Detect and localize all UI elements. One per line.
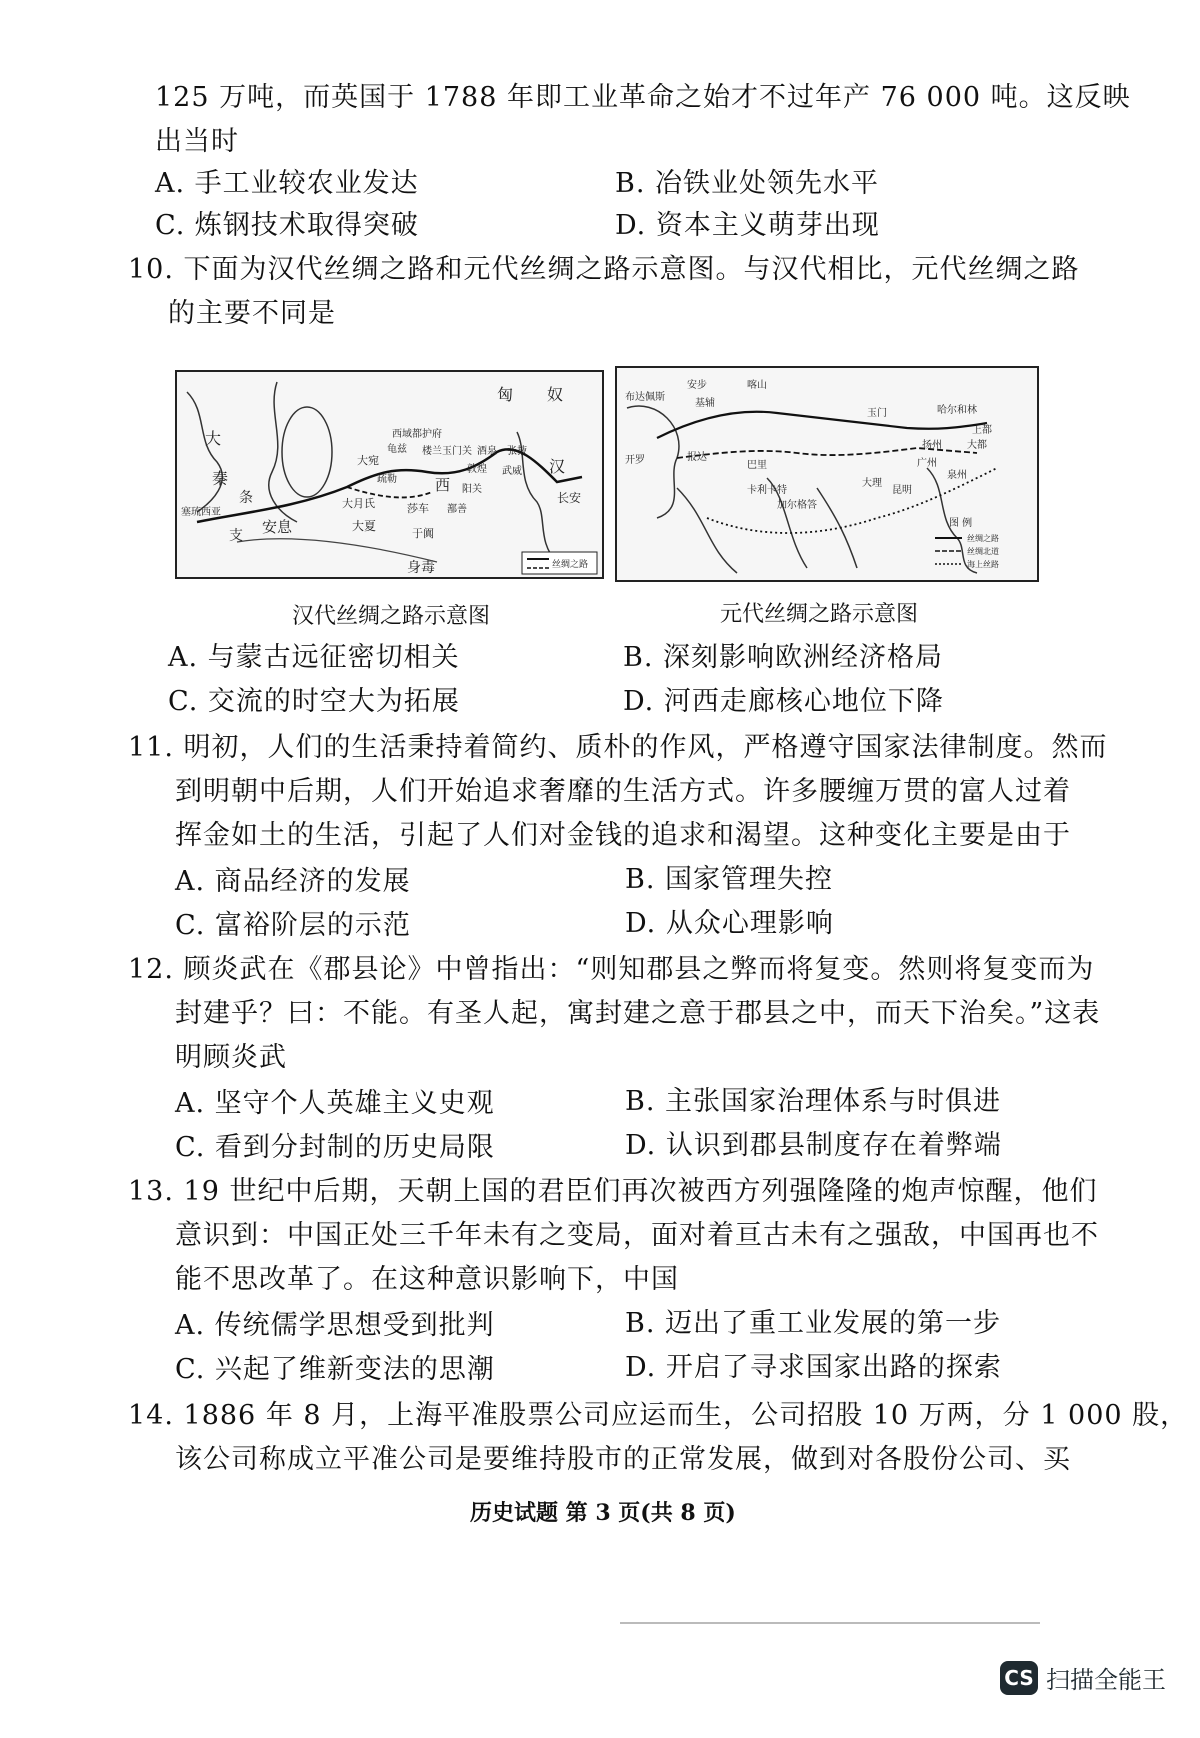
q10-line2: 的主要不同是 (168, 298, 336, 329)
han-label-dunhuang: 敦煌 (467, 464, 487, 475)
han-label-sai: 塞琉西亚 (181, 507, 221, 518)
q14-line2: 该公司称成立平准公司是要维持股市的正常发展，做到对各股份公司、买 (175, 1444, 1071, 1475)
han-label-loulan: 楼兰 (422, 446, 442, 457)
han-label-jiuquan: 酒泉 (477, 446, 497, 457)
yuan-label-shangdu: 上都 (972, 425, 992, 436)
q9-option-c[interactable]: C. 炼钢技术取得突破 (155, 210, 419, 241)
yuan-map-caption: 元代丝绸之路示意图 (720, 602, 919, 627)
han-label-yuezhi: 大月氏 (342, 497, 375, 510)
han-label-xiongnu1: 匈 (497, 385, 514, 404)
q10-option-a[interactable]: A. 与蒙古远征密切相关 (168, 642, 460, 673)
q11-option-b[interactable]: B. 国家管理失控 (625, 864, 834, 895)
q11-line1: 11. 明初，人们的生活秉持着简约、质朴的作风，严格遵守国家法律制度。然而 (128, 732, 1108, 763)
yuan-label-guangzhou: 广州 (917, 458, 937, 469)
han-label-qiuci: 龟兹 (387, 444, 407, 455)
yuan-label-kashan: 喀山 (747, 380, 767, 391)
yuan-label-kailuo: 开罗 (625, 455, 645, 466)
yuan-label-anxi: 安步 (687, 380, 707, 391)
q12-line2: 封建乎？曰：不能。有圣人起，寓封建之意于郡县之中，而天下治矣。”这表 (175, 998, 1101, 1029)
han-label-shule: 疏勒 (377, 474, 397, 485)
han-legend-label: 丝绸之路 (552, 560, 589, 570)
han-label-shache: 莎车 (407, 502, 429, 515)
q13-line2: 意识到：中国正处三千年未有之变局，面对着亘古未有之强敌，中国再也不 (175, 1220, 1099, 1251)
han-label-yangguan: 阳关 (462, 484, 482, 495)
q13-option-b[interactable]: B. 迈出了重工业发展的第一步 (625, 1308, 1002, 1339)
han-silk-road-map (175, 370, 604, 579)
yuan-label-quanzhou: 泉州 (947, 470, 967, 481)
yuan-map-svg (617, 368, 1037, 580)
han-label-xiongnu2: 奴 (547, 385, 564, 404)
yuan-label-yangzhou: 扬州 (922, 440, 942, 451)
yuan-legend-3: 海上丝路 (967, 560, 999, 569)
han-label-changan: 长安 (557, 491, 582, 505)
q10-line1: 10. 下面为汉代丝绸之路和元代丝绸之路示意图。与汉代相比，元代丝绸之路 (128, 254, 1080, 285)
q13-option-a[interactable]: A. 传统儒学思想受到批判 (175, 1310, 495, 1341)
q9-option-a[interactable]: A. 手工业较农业发达 (155, 168, 419, 199)
yuan-label-kunming: 昆明 (892, 485, 912, 496)
han-label-shendu: 身毒 (407, 560, 435, 576)
han-label-yumen: 玉门关 (442, 446, 472, 457)
q10-option-d[interactable]: D. 河西走廊核心地位下降 (623, 686, 944, 717)
han-label-zhangye: 张掖 (507, 446, 527, 457)
q12-option-b[interactable]: B. 主张国家治理体系与时俱进 (625, 1086, 1002, 1117)
q10-option-b[interactable]: B. 深刻影响欧洲经济格局 (623, 642, 944, 673)
han-map-caption: 汉代丝绸之路示意图 (292, 604, 491, 629)
han-label-shanshan: 鄯善 (447, 504, 467, 515)
q13-line1: 13. 19 世纪中后期，天朝上国的君臣们再次被西方列强隆隆的炮声惊醒，他们 (128, 1176, 1098, 1207)
q9-line1: 125 万吨，而英国于 1788 年即工业革命之始才不过年产 76 000 吨。这反映 (155, 82, 1131, 113)
q12-line3: 明顾炎武 (175, 1042, 287, 1073)
han-label-zhi: 支 (229, 528, 243, 544)
q13-line3: 能不思改革了。在这种意识影响下，中国 (175, 1264, 679, 1295)
han-label-yutian: 于阗 (412, 527, 434, 540)
yuan-legend-2: 丝绸北道 (967, 547, 999, 556)
yuan-legend-1: 丝绸之路 (967, 534, 999, 543)
q11-option-c[interactable]: C. 富裕阶层的示范 (175, 910, 411, 941)
yuan-label-tabuli: 卡利卡特 (747, 485, 787, 496)
yuan-label-dadu: 大都 (967, 440, 987, 451)
han-label-wuwei: 武威 (502, 466, 522, 477)
camscanner-logo-icon: CS (1000, 1661, 1038, 1695)
han-label-daqin1: 大 (205, 429, 222, 448)
page-footer: 历史试题 第 3 页(共 8 页) (470, 1500, 736, 1526)
yuan-label-jinzhang: 基辅 (695, 398, 715, 409)
yuan-label-heilin: 哈尔和林 (937, 405, 977, 416)
q9-option-b[interactable]: B. 冶铁业处领先水平 (615, 168, 880, 199)
scan-artifact-line (620, 1622, 1040, 1624)
camscanner-text: 扫描全能王 (1046, 1666, 1166, 1694)
q9-option-d[interactable]: D. 资本主义萌芽出现 (615, 210, 880, 241)
q14-line1: 14. 1886 年 8 月，上海平准股票公司应运而生，公司招股 10 万两，分 1 000 股， (128, 1400, 1189, 1431)
q11-option-d[interactable]: D. 从众心理影响 (625, 908, 834, 939)
yuan-label-jiaershan: 加尔格答 (777, 500, 817, 511)
han-label-xiyu: 西域都护府 (392, 429, 442, 440)
q13-option-c[interactable]: C. 兴起了维新变法的思潮 (175, 1354, 495, 1385)
q9-line2: 出当时 (155, 126, 239, 157)
q12-option-c[interactable]: C. 看到分封制的历史局限 (175, 1132, 495, 1163)
han-label-daqin2: 秦 (212, 469, 229, 488)
han-label-anxi: 安息 (262, 518, 293, 536)
q12-line1: 12. 顾炎武在《郡县论》中曾指出：“则知郡县之弊而将复变。然则将复变而为 (128, 954, 1095, 985)
han-label-dayuan: 大宛 (357, 454, 379, 467)
q12-option-a[interactable]: A. 坚守个人英雄主义史观 (175, 1088, 495, 1119)
q12-option-d[interactable]: D. 认识到郡县制度存在着弊端 (625, 1130, 1002, 1161)
yuan-silk-road-map (615, 366, 1039, 582)
q11-option-a[interactable]: A. 商品经济的发展 (175, 866, 411, 897)
han-label-han: 汉 (549, 457, 566, 476)
yuan-label-baoda: 报达 (687, 452, 707, 463)
yuan-label-tuzhi: 布达佩斯 (625, 392, 665, 403)
q11-line2: 到明朝中后期，人们开始追求奢靡的生活方式。许多腰缠万贯的富人过着 (175, 776, 1071, 807)
camscanner-watermark (1000, 1660, 1166, 1695)
han-label-tiaozhi: 条 (239, 490, 253, 506)
yuan-legend-title: 图 例 (949, 518, 973, 529)
han-label-daxia: 大夏 (352, 519, 377, 533)
yuan-label-dali: 大理 (862, 478, 882, 489)
q13-option-d[interactable]: D. 开启了寻求国家出路的探索 (625, 1352, 1002, 1383)
q10-option-c[interactable]: C. 交流的时空大为拓展 (168, 686, 460, 717)
han-map-svg (177, 372, 602, 577)
han-label-xi: 西 (435, 476, 451, 494)
yuan-label-yumen: 玉门 (867, 408, 887, 419)
yuan-label-bali: 巴里 (747, 460, 767, 471)
q11-line3: 挥金如土的生活，引起了人们对金钱的追求和渴望。这种变化主要是由于 (175, 820, 1071, 851)
